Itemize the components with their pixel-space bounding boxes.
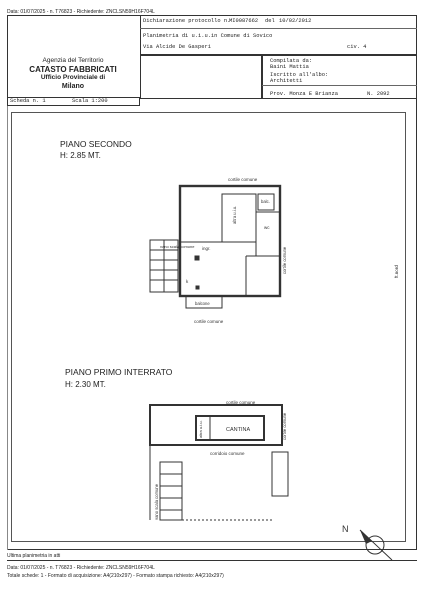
label-cortile-bottom: cortile comune [194, 319, 224, 324]
scheda-text: Scheda n. 1 [10, 98, 46, 104]
label-altra-uiu: altra u.i.u. [232, 205, 237, 224]
agency-line2: CATASTO FABBRICATI [29, 65, 117, 74]
compiled-label: Compilata da: [270, 58, 313, 64]
albo-label: Iscritto all'albo: [270, 72, 329, 78]
scala-text: Scala 1:200 [72, 98, 108, 104]
piano-secondo-title: PIANO SECONDO [60, 139, 132, 149]
label-vano-scala: vano scala comune [160, 244, 195, 249]
wc-room [256, 212, 280, 256]
address-text: Via Alcide De Gasperi [143, 44, 211, 50]
label-cortile-top: cortile comune [228, 177, 258, 182]
ultima-planimetria: Ultima planimetria in atti [7, 553, 61, 559]
label-ingr: ingr. [202, 246, 211, 251]
label-corridoio: corridoio comune [210, 451, 245, 456]
altra-uiu-room [222, 194, 256, 242]
piano-interrato-title: PIANO PRIMO INTERRATO [65, 367, 173, 377]
label-vano-scala-lower: vano scala comune [154, 483, 159, 520]
label-cortile-lower-right: cortile comune [282, 412, 287, 440]
label-altra-uiu-lower: altra u.i.u. [198, 420, 203, 438]
declaration-date: 10/02/2012 [279, 18, 312, 24]
prov-text: Prov. Monza E Brianza [270, 91, 338, 97]
del-label: del [265, 18, 275, 24]
footer-divider [7, 560, 417, 561]
label-balc: balc. [261, 199, 270, 204]
north-arrow [360, 530, 392, 560]
side-text: ft.nord [394, 265, 399, 278]
piano-interrato-height: H: 2.30 MT. [65, 380, 106, 389]
label-cortile-lower: cortile comune [226, 400, 256, 405]
agency-line1: Agenzia del Territorio [42, 57, 104, 64]
piano-secondo-height: H: 2.85 MT. [60, 151, 101, 160]
prot-number: MI0087662 [229, 18, 259, 24]
albo-number: N. 2092 [367, 91, 390, 97]
compiled-name: Baini Mattia [270, 64, 309, 70]
header-line: Data: 01/07/2025 - n. T76823 - Richiedente: ZNCLSN59H16F704L [7, 9, 155, 15]
label-wc: wc [264, 225, 270, 230]
albo-value: Architetti [270, 78, 303, 84]
label-cortile-right: cortile comune [282, 246, 287, 274]
lower-right-block [272, 452, 288, 496]
footer-line1: Data: 01/07/2025 - n. T76823 - Richiedente: ZNCLSN59H16F704L [7, 565, 155, 571]
planimetria-text: Planimetria di u.i.u.in Comune di Sovico [143, 33, 273, 39]
lower-stair [160, 462, 182, 520]
prot-label: Dichiarazione protocollo n. [143, 18, 231, 24]
label-balcone: balcone [195, 301, 210, 306]
footer-line2: Totale schede: 1 - Formato di acquisizione: A4(210x297) - Formato stampa richiesto: A4(210x297) [7, 573, 224, 579]
label-cantina: CANTINA [226, 427, 251, 433]
agency-line3: Ufficio Provinciale di [40, 74, 106, 81]
agency-line4: Milano [61, 83, 85, 90]
civ-text: civ. 4 [347, 44, 367, 50]
north-label: N [342, 524, 349, 534]
label-k: k [186, 279, 189, 284]
